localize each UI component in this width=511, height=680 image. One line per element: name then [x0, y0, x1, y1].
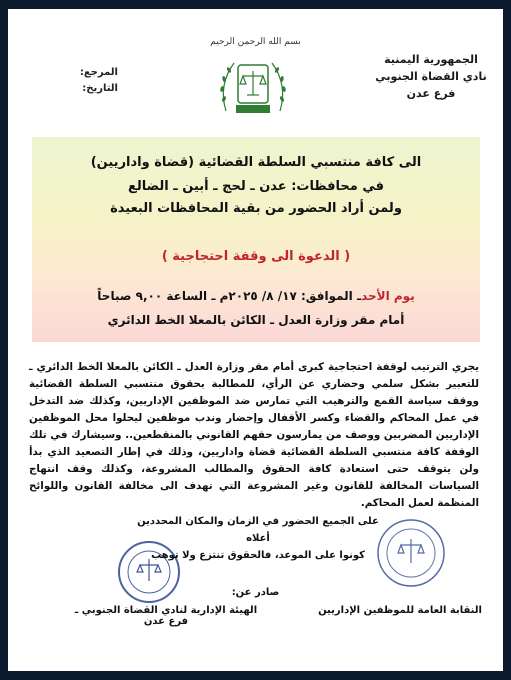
signature-union: النقابة العامة للموظفين الإداريين — [318, 605, 482, 616]
others-line: ولمن أراد الحضور من بقية المحافظات البعيدة — [110, 201, 402, 216]
org-line-country: الجمهورية اليمنية — [384, 53, 478, 66]
scales-of-justice-logo — [214, 51, 292, 119]
closing-line-attendance: على الجميع الحضور في الزمان والمكان المحددين أعلاه — [137, 516, 379, 544]
audience-line: الى كافة منتسبي السلطة القضائية (قضاة واداريين) — [90, 155, 422, 170]
date-label: التاريخ: — [82, 83, 118, 94]
reference-label: المرجع: — [79, 67, 118, 78]
org-line-club: نادي القضاة الجنوبي — [375, 70, 487, 83]
organization-header — [371, 51, 491, 102]
governorates-line: في محافظات: عدن ـ لحج ـ أبين ـ الضالع — [127, 179, 385, 194]
union-seal-stamp — [375, 517, 447, 589]
issued-by-label: صادر عن: — [231, 587, 280, 598]
closing-block — [133, 513, 383, 564]
reference-block — [38, 65, 118, 97]
body-paragraph: يجري الترتيب لوقفة احتجاجية كبرى أمام مقر وزارة العدل ـ الكائن بالمعلا الخط الدائري ـ للتعبير بشكل سلمي وحضاري عن الرأي، للمطالبة بحقوق منتسبي السلطة القضائية ووقف سياسة القمع والترهيب التي تمارس ضد الموظفين الإداريين، وكذلك ضد التدخل في عمل المحاكم والقضاء وكسر الأقفال وإحضار وندب موظفين ليحلوا محل الموظفين الإداريين المضربين ووصف من يمارسون حقهم القانوني بالمنقطعين.. وسيشارك في تلك الوقفة كافة منتسبي السلطة القضائية قضاة واداريين، وذلك في إطار التصعيد الذي بدأ ولن يتوقف حتى استعادة كافة الحقوق والمطالب المشروعة، وكذلك وقف انتهاج السياسات المخالفة للقانون وغير المشروعة التي تهدف الى مخالفة القانون واللوائح المنظمة لعمل المحاكم. — [29, 361, 479, 509]
date-time-text: ـ الموافق: ١٧/ ٨/ ٢٠٢٥م ـ الساعة ٩,٠٠ صباحاً — [97, 289, 362, 303]
location-line: أمام مقر وزارة العدل ـ الكائن بالمعلا الخط الدائري — [107, 313, 405, 327]
signature-club: الهيئة الإدارية لنادي القضاة الجنوبي ـ فرع عدن — [74, 605, 258, 627]
basmala: بسم الله الرحمن الرحيم — [210, 37, 301, 47]
document-page — [8, 9, 503, 671]
closing-line-slogan: كونوا على الموعد، فالحقوق تنتزع ولا توهب — [151, 550, 365, 561]
date-time-line — [32, 289, 480, 303]
announcement-banner — [32, 137, 480, 342]
day-label: يوم الأحد — [361, 289, 415, 303]
org-line-branch: فرع عدن — [406, 87, 456, 100]
call-heading: ( الدعوة الى وقفة احتجاجية ) — [161, 249, 351, 264]
